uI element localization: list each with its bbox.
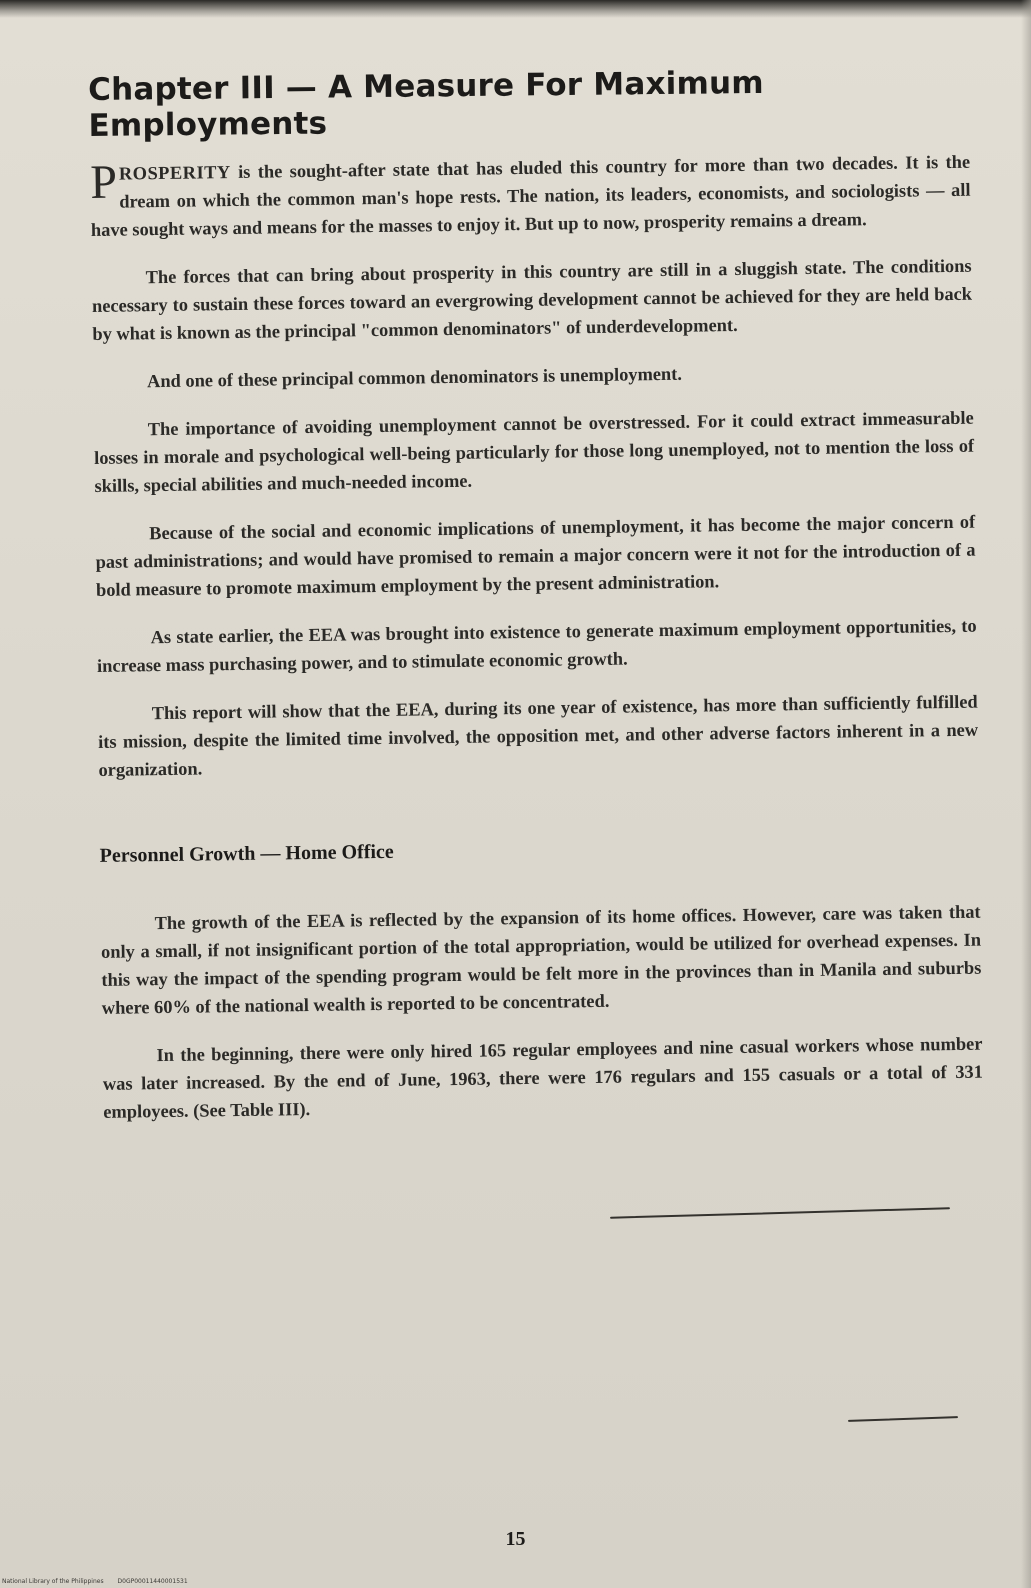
paragraph-6: As state earlier, the EEA was brought into existence to generate maximum employment opportunities, to increase mass purchasing power, and to stimulate economic growth.	[96, 615, 977, 676]
section-paragraph-1: The growth of the EEA is reflected by the expansion of its home offices. However, care was taken that only a small, if not insignificant portion of the total appropriation, would be utilized for overhead expenses. In this way the impact of the spending program would be felt more in the provinces than in Manila and suburbs where 60% of the national wealth is reported to be concentrated.	[100, 901, 982, 1018]
scan-footer	[2, 1578, 200, 1585]
paragraph-7: This report will show that the EEA, during its one year of existence, has more than sufficiently fulfilled its mission, despite the limited time involved, the opposition met, and other adverse factors inherent in a new organization.	[97, 691, 979, 780]
footer-library: National Library of the Philippines	[2, 1578, 104, 1585]
lead-word: ROSPERITY	[118, 162, 231, 184]
paragraph-4: The importance of avoiding unemployment cannot be overstressed. For it could extract immeasurable losses in morale and psychological well-being particularly for those long unemployed, not to mention the loss of skills, special abilities and much-needed income.	[94, 407, 975, 496]
footer-code: D0GP00011440001531	[117, 1578, 188, 1585]
drop-cap: P	[89, 155, 118, 209]
paragraph-1-text: is the sought-after state that has eluded this country for more than two decades. It is the dream on which the common man's hope rests. The nation, its leaders, economists, and sociologists — all have sought ways and means for the masses to enjoy it. But up to now, prosperity remains a dream.	[90, 151, 971, 240]
section-heading: Personnel Growth — Home Office	[99, 840, 394, 867]
ink-underline-mark	[848, 1416, 958, 1422]
paragraph-5: Because of the social and economic implications of unemployment, it has become the major concern of past administrations; and would have promised to remain a major concern were it not for the introduction of a bold measure to promote maximum employment by the present administration.	[95, 511, 976, 600]
section-paragraph-2: In the beginning, there were only hired 165 regular employees and nine casual workers whose number was later increased. By the end of June, 1963, there were 176 regulars and 155 casuals or a total of 331 employees. (See Table III).	[102, 1033, 983, 1122]
page-number: 15	[505, 1528, 526, 1550]
ink-underline-mark	[610, 1207, 950, 1218]
scan-right-edge	[1021, 0, 1031, 1588]
scan-top-shadow	[0, 0, 1031, 18]
body-text	[90, 148, 984, 1146]
paragraph-1	[90, 148, 971, 244]
paragraph-3: And one of these principal common denominators is unemployment.	[146, 363, 683, 392]
paragraph-2: The forces that can bring about prosperity in this country are still in a sluggish state. The conditions necessary to sustain these forces toward an evergrowing development cannot be achieved for they are held back by what is known as the principal "common denominators" of underdevelopment.	[91, 255, 973, 344]
chapter-title: Chapter III — A Measure For Maximum Employments	[88, 64, 764, 144]
